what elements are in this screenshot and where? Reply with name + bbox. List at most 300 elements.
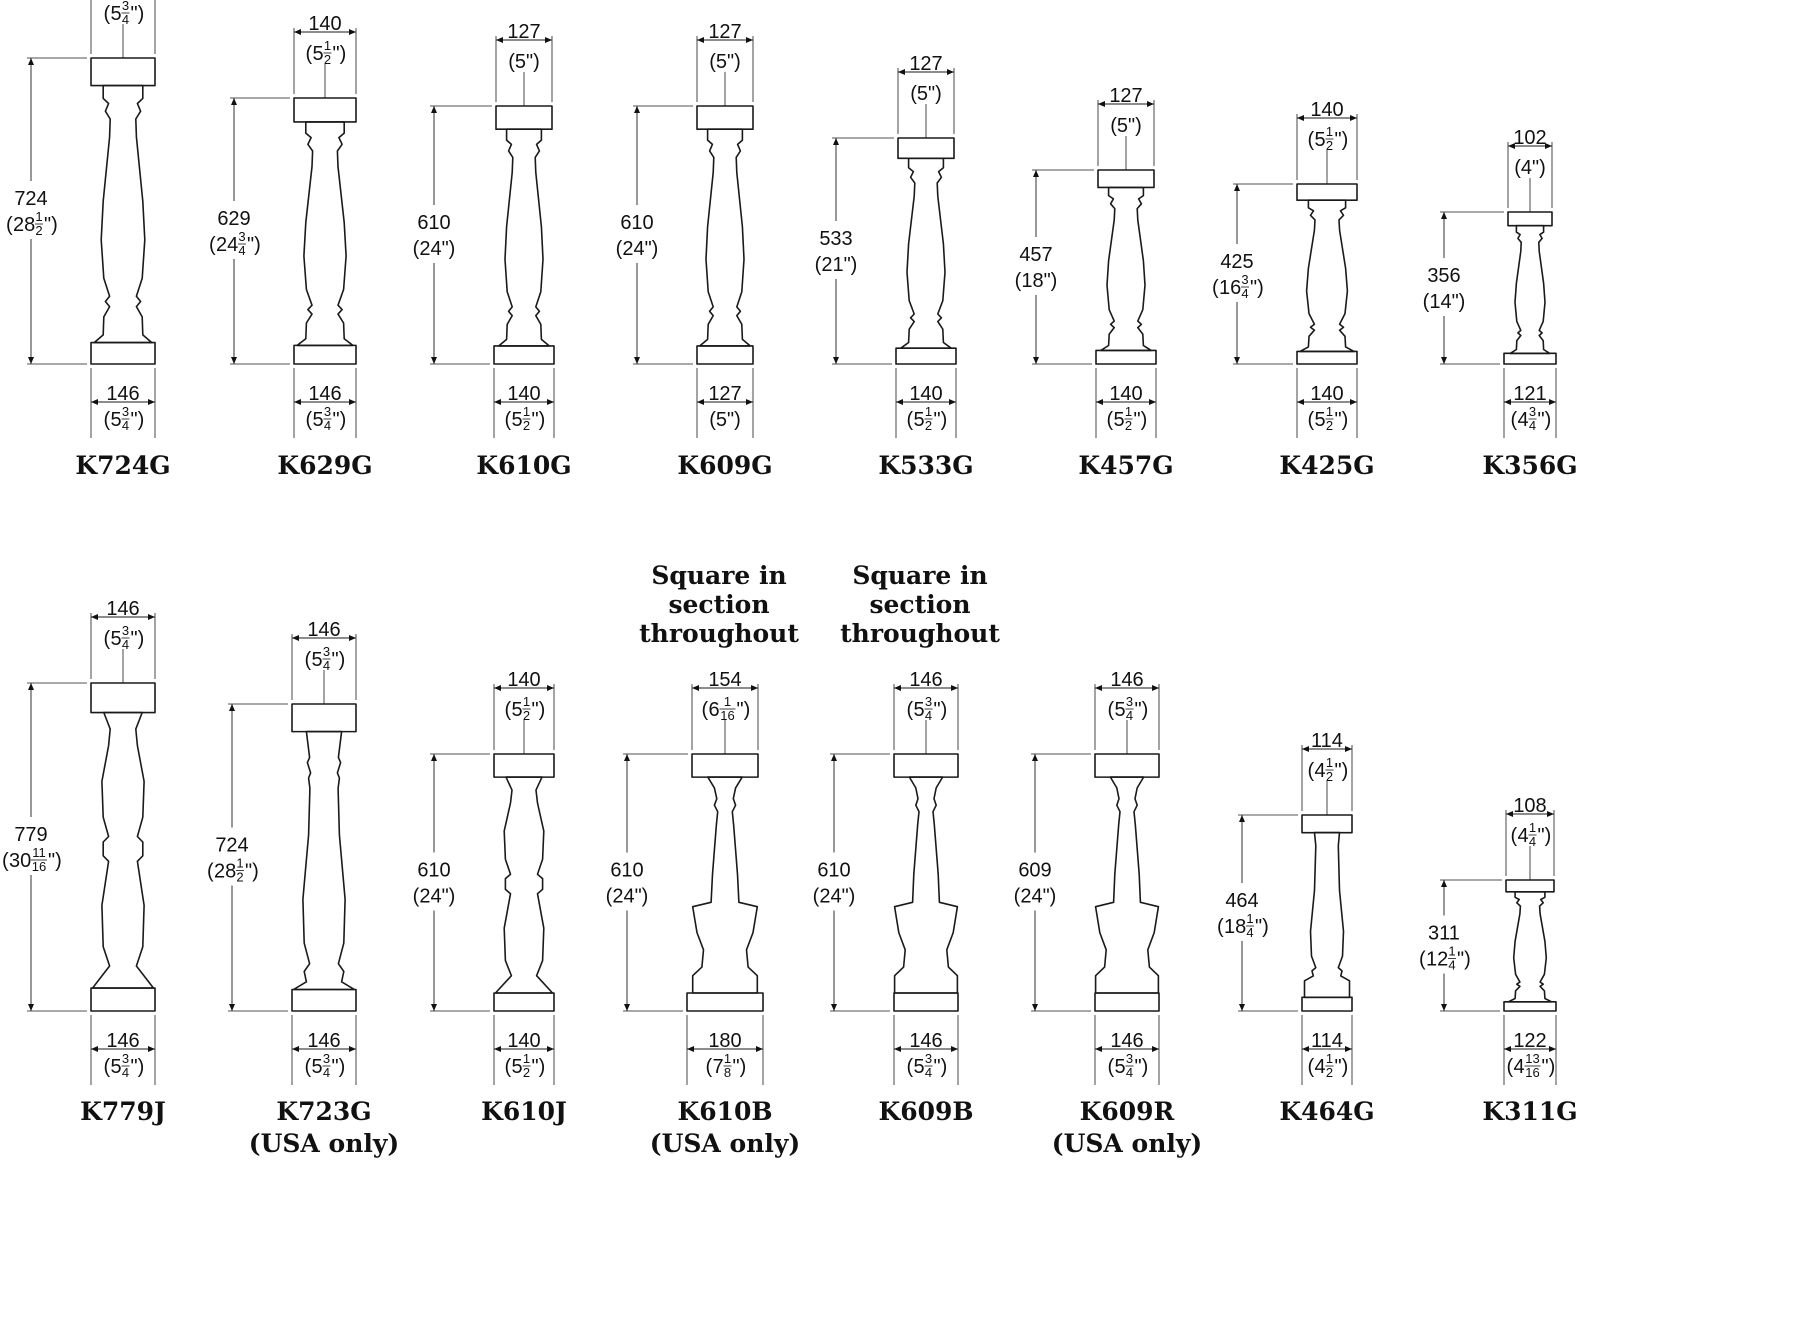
plinth-block	[91, 988, 155, 1011]
fraction-denominator: 16	[720, 708, 735, 723]
paren: (	[103, 409, 111, 431]
height-mm: 610	[817, 859, 851, 882]
imperial-whole: 5	[1114, 699, 1126, 721]
base-width-imperial	[907, 404, 948, 433]
base-width-imperial	[104, 1051, 145, 1080]
fraction-denominator: 16	[1525, 1065, 1540, 1080]
imperial-value: (14")	[1422, 291, 1466, 313]
plinth-block	[1095, 993, 1159, 1011]
top-width-mm: 146	[307, 619, 341, 641]
arrowhead	[949, 399, 956, 405]
base-width-mm: 140	[1109, 383, 1143, 405]
paren: (	[1419, 948, 1426, 971]
arrowhead	[294, 399, 301, 405]
base-width-imperial	[104, 404, 145, 433]
paren: (	[304, 649, 312, 671]
paren: (	[1107, 699, 1115, 721]
paren: (	[103, 628, 111, 650]
height-imperial	[2, 845, 62, 874]
paren: ")	[1334, 1056, 1349, 1078]
arrowhead	[28, 1004, 34, 1011]
model-label: K609G	[677, 451, 773, 480]
imperial-value: (24")	[615, 238, 659, 260]
baluster-body	[895, 777, 958, 993]
arrowhead	[624, 1004, 630, 1011]
cap-block	[294, 98, 356, 122]
imperial-whole: 7	[712, 1056, 724, 1078]
fraction-numerator: 11	[32, 845, 46, 860]
arrowhead	[431, 357, 437, 364]
paren: (	[305, 409, 313, 431]
base-width-imperial	[1107, 404, 1148, 433]
arrowhead	[1345, 746, 1352, 752]
height-mm: 724	[215, 834, 249, 857]
cap-block	[292, 704, 356, 732]
baluster-k457g	[1002, 85, 1174, 480]
fraction-denominator: 2	[35, 223, 43, 238]
cap-block	[898, 138, 954, 158]
model-label: K779J	[80, 1097, 166, 1126]
height-imperial	[815, 254, 858, 276]
imperial-whole: 16	[1219, 277, 1242, 299]
base-width-mm: 140	[1310, 383, 1344, 405]
imperial-whole: 5	[511, 1056, 523, 1078]
arrowhead	[951, 1046, 958, 1052]
arrowhead	[1147, 101, 1154, 107]
fraction-numerator: 3	[121, 404, 130, 419]
baluster-body	[901, 158, 951, 348]
arrowhead	[1441, 357, 1447, 364]
arrowhead	[1302, 746, 1309, 752]
model-label: K356G	[1482, 451, 1578, 480]
imperial-whole: 5	[311, 1056, 323, 1078]
base-width-imperial	[1308, 404, 1349, 433]
availability-note: (USA only)	[248, 1129, 400, 1158]
model-label: K609R	[1079, 1097, 1175, 1126]
imperial-whole: 5	[110, 1056, 122, 1078]
section-note: Square in	[852, 561, 988, 590]
paren: ")	[732, 1056, 747, 1078]
imperial-whole: 18	[1224, 916, 1247, 938]
imperial-whole: 12	[1426, 948, 1449, 971]
fraction-denominator: 8	[723, 1065, 732, 1080]
fraction-denominator: 2	[522, 708, 531, 723]
paren: ")	[1537, 825, 1552, 847]
paren: (	[906, 699, 914, 721]
paren: ")	[130, 3, 145, 25]
fraction-denominator: 2	[1325, 1065, 1334, 1080]
fraction-denominator: 2	[522, 418, 531, 433]
height-mm: 610	[417, 859, 451, 882]
paren: ")	[1134, 699, 1149, 721]
fraction-numerator: 3	[121, 0, 130, 13]
arrowhead	[91, 614, 98, 620]
baluster-k609g	[603, 21, 773, 480]
arrowhead	[494, 685, 501, 691]
model-label: K425G	[1279, 451, 1375, 480]
top-width-mm: 127	[708, 21, 742, 43]
imperial-whole: 5	[913, 1056, 925, 1078]
plinth-block	[494, 346, 554, 364]
arrowhead	[894, 685, 901, 691]
arrowhead	[231, 98, 237, 105]
paren: ")	[1255, 916, 1269, 938]
paren: (	[504, 409, 512, 431]
base-width-imperial	[1108, 1051, 1149, 1080]
arrowhead	[91, 399, 98, 405]
arrowhead	[1149, 399, 1156, 405]
arrowhead	[951, 685, 958, 691]
arrowhead	[91, 1046, 98, 1052]
baluster-body	[1510, 226, 1550, 354]
imperial-value: (24")	[412, 885, 456, 908]
arrowhead	[687, 1046, 694, 1052]
baluster-body	[1096, 777, 1159, 993]
base-width-imperial	[907, 1051, 948, 1080]
fraction-denominator: 4	[121, 12, 130, 27]
imperial-whole: 28	[214, 860, 237, 883]
cap-block	[697, 106, 753, 129]
plinth-block	[687, 993, 763, 1011]
base-width-mm: 114	[1311, 1030, 1343, 1052]
fraction-numerator: 1	[1325, 124, 1334, 139]
baluster-body	[499, 129, 549, 346]
arrowhead	[1302, 1046, 1309, 1052]
imperial-value: (24")	[412, 238, 456, 260]
baluster-k311g	[1410, 795, 1578, 1126]
base-width-mm: 140	[909, 383, 943, 405]
baluster-k629g	[200, 13, 373, 480]
height-mm: 610	[620, 212, 654, 234]
height-mm: 311	[1428, 922, 1460, 945]
fraction-numerator: 1	[1325, 1051, 1334, 1066]
arrowhead	[1350, 399, 1357, 405]
fraction-numerator: 1	[1325, 755, 1334, 770]
baluster-k724g	[0, 0, 171, 480]
paren: ")	[48, 850, 62, 872]
arrowhead	[1239, 1004, 1245, 1011]
top-width-imperial	[306, 38, 347, 67]
cap-block	[91, 58, 155, 86]
arrowhead	[229, 704, 235, 711]
fraction-numerator: 13	[1525, 1051, 1540, 1066]
arrowhead	[1234, 357, 1240, 364]
arrowhead	[1096, 399, 1103, 405]
paren: (	[1307, 760, 1315, 782]
arrowhead	[898, 69, 905, 75]
paren: ")	[332, 409, 347, 431]
height-mm: 610	[610, 859, 644, 882]
arrowhead	[1547, 811, 1554, 817]
arrowhead	[1549, 399, 1556, 405]
fraction-denominator: 4	[121, 1065, 130, 1080]
cap-block	[494, 754, 554, 777]
baluster-body	[693, 777, 758, 993]
top-width-imperial	[508, 51, 540, 73]
imperial-value: (5")	[910, 83, 942, 105]
baluster-k464g	[1208, 730, 1375, 1126]
height-imperial	[209, 229, 261, 258]
arrowhead	[148, 1046, 155, 1052]
model-label: K457G	[1078, 451, 1174, 480]
base-width-mm: 146	[106, 383, 140, 405]
arrowhead	[1549, 1046, 1556, 1052]
height-imperial	[1423, 291, 1466, 313]
base-width-mm: 121	[1513, 383, 1547, 405]
fraction-denominator: 2	[323, 52, 332, 67]
paren: (	[1307, 409, 1315, 431]
imperial-whole: 4	[1314, 1056, 1326, 1078]
top-width-mm: 140	[308, 13, 342, 35]
arrowhead	[494, 1046, 501, 1052]
plinth-block	[494, 993, 554, 1011]
section-note: throughout	[639, 619, 799, 648]
arrowhead	[624, 754, 630, 761]
cap-block	[1506, 880, 1554, 892]
arrowhead	[1032, 1004, 1038, 1011]
arrowhead	[1033, 357, 1039, 364]
imperial-whole: 5	[312, 409, 324, 431]
height-imperial	[813, 886, 856, 908]
arrowhead	[697, 399, 704, 405]
fraction-denominator: 2	[1325, 769, 1334, 784]
paren: ")	[1334, 760, 1349, 782]
arrowhead	[833, 138, 839, 145]
cap-block	[692, 754, 758, 777]
fraction-numerator: 1	[522, 1051, 531, 1066]
imperial-whole: 5	[110, 409, 122, 431]
arrowhead	[1441, 880, 1447, 887]
base-width-mm: 146	[308, 383, 342, 405]
height-imperial	[1419, 944, 1471, 973]
height-mm: 457	[1019, 244, 1053, 266]
fraction-numerator: 1	[35, 209, 43, 224]
height-mm: 629	[217, 208, 251, 230]
imperial-whole: 6	[708, 699, 720, 721]
paren: ")	[130, 1056, 145, 1078]
top-width-mm: 127	[909, 53, 943, 75]
baluster-k610b	[593, 561, 800, 1158]
arrowhead	[28, 357, 34, 364]
paren: (	[304, 1056, 312, 1078]
arrowhead	[634, 106, 640, 113]
paren: ")	[331, 649, 346, 671]
height-mm: 610	[417, 212, 451, 234]
arrowhead	[1441, 1004, 1447, 1011]
fraction-numerator: 1	[723, 694, 732, 709]
base-width-imperial	[505, 404, 546, 433]
arrowhead	[349, 29, 356, 35]
arrowhead	[756, 1046, 763, 1052]
arrowhead	[349, 399, 356, 405]
fraction-denominator: 4	[238, 243, 246, 258]
paren: ")	[44, 214, 58, 236]
section-note: Square in	[651, 561, 787, 590]
base-width-imperial	[505, 1051, 546, 1080]
fraction-denominator: 4	[1448, 957, 1456, 973]
imperial-whole: 5	[511, 699, 523, 721]
paren: (	[1307, 1056, 1315, 1078]
arrowhead	[349, 1046, 356, 1052]
paren: (	[1510, 409, 1518, 431]
fraction-numerator: 3	[323, 404, 332, 419]
fraction-numerator: 3	[322, 644, 331, 659]
height-mm: 464	[1225, 890, 1259, 912]
arrowhead	[634, 357, 640, 364]
imperial-value: (5")	[709, 409, 741, 431]
height-imperial	[1217, 911, 1269, 940]
baluster-k356g	[1410, 127, 1578, 480]
arrowhead	[751, 685, 758, 691]
model-label: K311G	[1482, 1097, 1578, 1126]
paren: ")	[1334, 409, 1349, 431]
fraction-denominator: 2	[1325, 418, 1334, 433]
arrowhead	[547, 399, 554, 405]
arrowhead	[1033, 170, 1039, 177]
plinth-block	[894, 993, 958, 1011]
paren: (	[103, 3, 111, 25]
top-width-mm: 146	[106, 598, 140, 620]
section-note: section	[668, 590, 770, 619]
paren: ")	[331, 1056, 346, 1078]
top-width-imperial	[910, 83, 942, 105]
top-width-imperial	[505, 694, 546, 723]
paren: ")	[245, 860, 259, 883]
paren: (	[701, 699, 709, 721]
top-width-imperial	[104, 0, 145, 27]
baluster-body	[94, 86, 152, 343]
base-width-mm: 140	[507, 1030, 541, 1052]
paren: ")	[1537, 409, 1552, 431]
model-label: K723G	[276, 1097, 372, 1126]
imperial-whole: 5	[1113, 409, 1125, 431]
top-width-imperial	[104, 623, 145, 652]
arrowhead	[231, 357, 237, 364]
imperial-value: (4")	[1514, 157, 1546, 179]
top-width-imperial	[1110, 115, 1142, 137]
arrowhead	[431, 1004, 437, 1011]
fraction-numerator: 1	[522, 404, 531, 419]
base-width-mm: 127	[708, 383, 742, 405]
baluster-body	[1305, 833, 1350, 998]
height-mm: 779	[14, 824, 48, 846]
fraction-denominator: 4	[1241, 286, 1249, 301]
height-mm: 425	[1220, 251, 1254, 273]
arrowhead	[1504, 1046, 1511, 1052]
arrowhead	[1032, 754, 1038, 761]
plinth-block	[292, 990, 356, 1011]
arrowhead	[1345, 1046, 1352, 1052]
base-width-imperial	[1507, 1051, 1556, 1080]
paren: ")	[933, 409, 948, 431]
baluster-body	[294, 732, 355, 990]
height-mm: 609	[1018, 859, 1052, 882]
plinth-block	[1504, 1002, 1556, 1011]
paren: ")	[736, 699, 751, 721]
baluster-k610g	[400, 21, 572, 480]
base-width-imperial	[706, 1051, 747, 1080]
arrowhead	[1098, 101, 1105, 107]
fraction-numerator: 1	[1448, 943, 1456, 959]
imperial-whole: 4	[1314, 760, 1326, 782]
height-imperial	[413, 886, 456, 908]
arrowhead	[1297, 399, 1304, 405]
base-width-imperial	[305, 1051, 346, 1080]
base-width-imperial	[1308, 1051, 1349, 1080]
baluster-body	[297, 122, 353, 346]
paren: (	[906, 409, 914, 431]
fraction-numerator: 3	[1528, 404, 1537, 419]
arrowhead	[1239, 815, 1245, 822]
paren: (	[1212, 277, 1219, 299]
height-imperial	[1014, 886, 1057, 908]
fraction-denominator: 4	[121, 418, 130, 433]
arrowhead	[1152, 1046, 1159, 1052]
fraction-numerator: 1	[236, 855, 244, 871]
arrowhead	[1297, 115, 1304, 121]
fraction-numerator: 3	[121, 1051, 130, 1066]
height-imperial	[1212, 272, 1264, 301]
arrowhead	[292, 635, 299, 641]
top-width-imperial	[305, 644, 346, 673]
baluster-body	[1300, 200, 1354, 351]
fraction-denominator: 4	[1528, 834, 1537, 849]
paren: ")	[933, 1056, 948, 1078]
arrowhead	[494, 399, 501, 405]
fraction-numerator: 3	[238, 229, 246, 244]
imperial-whole: 5	[1314, 409, 1326, 431]
imperial-value: (5")	[709, 51, 741, 73]
cap-block	[1098, 170, 1154, 187]
top-width-mm: 114	[1311, 730, 1343, 752]
top-width-mm: 146	[1110, 669, 1144, 691]
top-width-mm: 102	[1513, 127, 1547, 149]
top-width-imperial	[1511, 820, 1552, 849]
arrowhead	[1506, 811, 1513, 817]
imperial-whole: 4	[1517, 409, 1529, 431]
base-width-imperial	[709, 409, 741, 431]
imperial-value: (5")	[508, 51, 540, 73]
paren: ")	[130, 409, 145, 431]
baluster-k533g	[802, 53, 974, 480]
fraction-denominator: 2	[236, 869, 244, 885]
imperial-value: (5")	[1110, 115, 1142, 137]
fraction-numerator: 1	[522, 694, 531, 709]
paren: ")	[332, 43, 347, 65]
height-mm: 356	[1427, 265, 1461, 287]
fraction-numerator: 3	[924, 694, 933, 709]
paren: ")	[1134, 1056, 1149, 1078]
cap-block	[496, 106, 552, 129]
paren: (	[6, 214, 13, 236]
height-mm: 724	[14, 188, 48, 210]
top-width-mm: 154	[708, 669, 742, 691]
model-label: K629G	[277, 451, 373, 480]
baluster-body	[496, 777, 553, 993]
top-width-imperial	[702, 694, 751, 723]
top-width-imperial	[1514, 157, 1546, 179]
baluster-body	[1508, 892, 1551, 1002]
paren: (	[207, 860, 214, 883]
arrowhead	[1504, 399, 1511, 405]
baluster-body	[1101, 188, 1151, 351]
cap-block	[894, 754, 958, 777]
plinth-block	[1096, 350, 1156, 364]
paren: (	[1106, 409, 1114, 431]
imperial-whole: 30	[9, 850, 32, 872]
baluster-body	[93, 713, 154, 989]
section-note: throughout	[840, 619, 1000, 648]
